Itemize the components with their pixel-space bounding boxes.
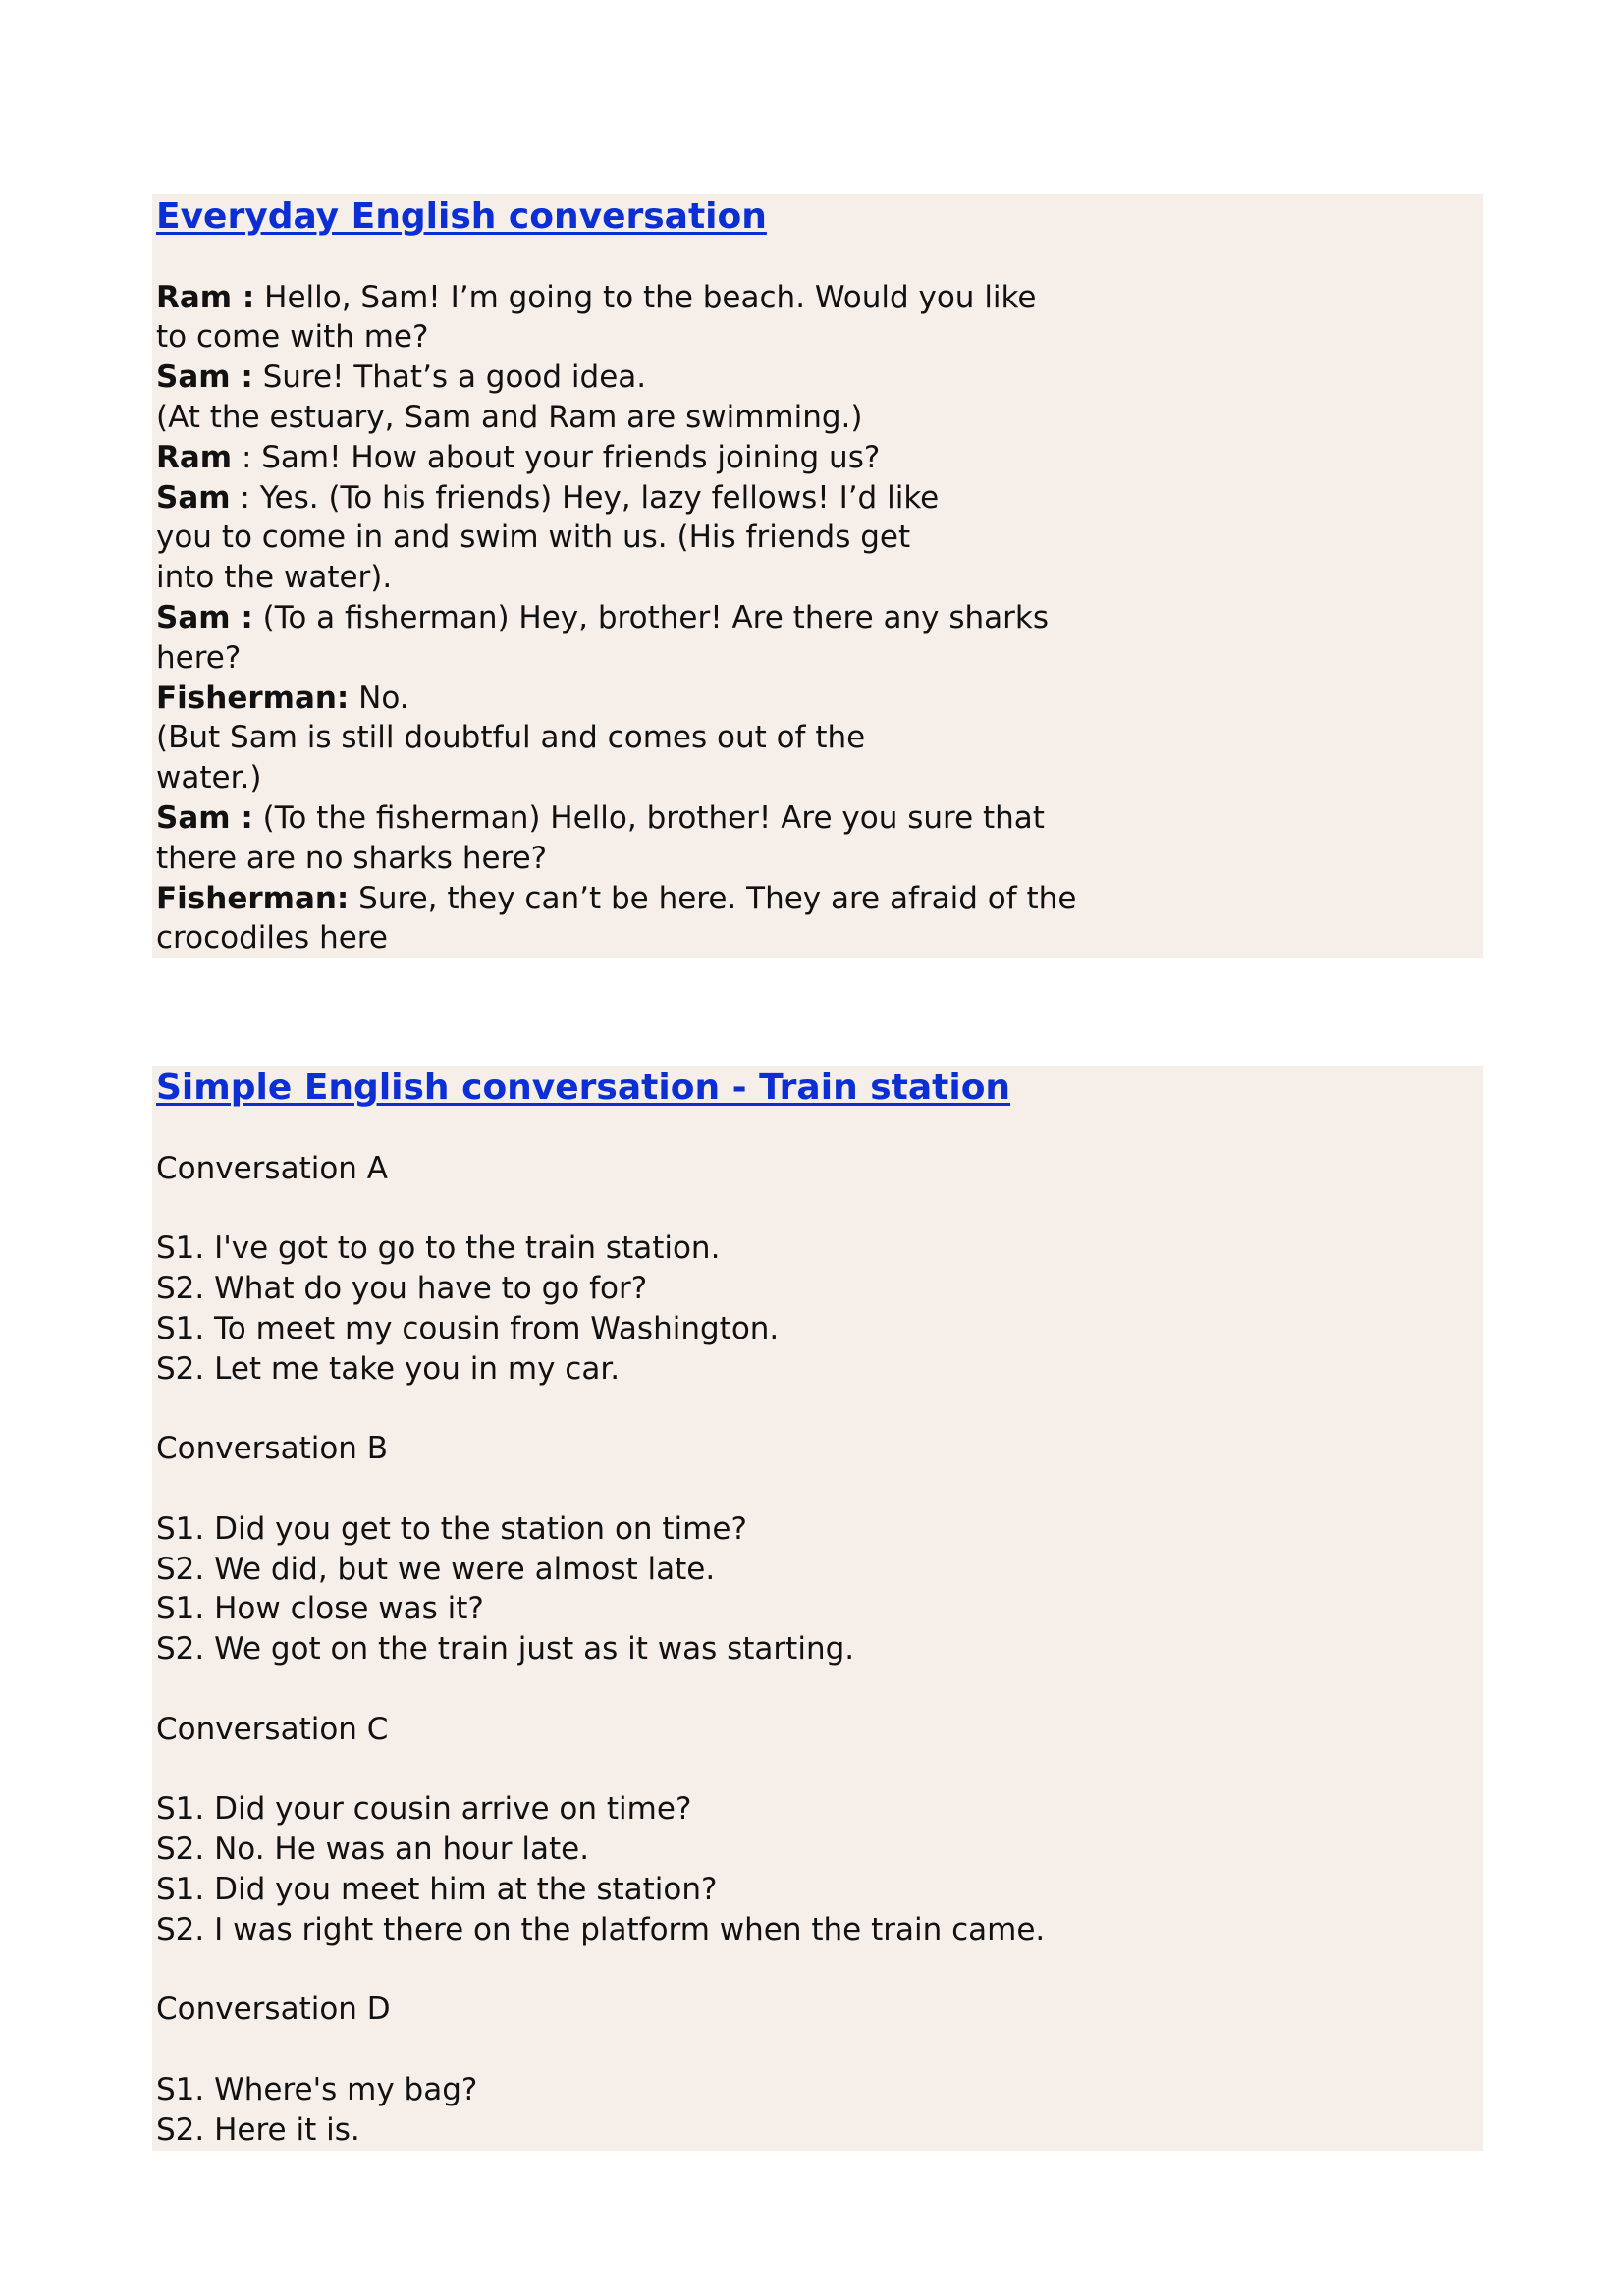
line-text: to come with me? [156,319,429,355]
dialogue-line [156,798,1483,839]
line-text: S1. How close was it? [156,1591,484,1627]
dialogue-line [156,357,1483,398]
line-text: : Yes. (To his friends) Hey, lazy fellows! I’d like [230,479,940,516]
blank-line [156,1389,1483,1429]
blank-line [156,2030,1483,2070]
line-text: Sure! That’s a good idea. [252,359,647,396]
section-train-station-conversation [152,1066,1483,2151]
line-text: Conversation C [156,1711,389,1747]
conversation-body [156,1109,1483,2151]
dialogue-line [156,918,1483,958]
line-text: S2. I was right there on the platform when the train came. [156,1911,1046,1947]
line-text: crocodiles here [156,920,388,957]
blank-line [156,1669,1483,1710]
dialogue-line [156,1710,1483,1750]
line-text: S2. Here it is. [156,2111,360,2148]
line-text: S1. Where's my bag? [156,2071,478,2107]
dialogue-line [156,1509,1483,1550]
dialogue-line [156,1349,1483,1390]
line-text: water.) [156,760,262,796]
dialogue-line [156,1269,1483,1309]
line-text: S2. What do you have to go for? [156,1270,648,1306]
dialogue-line [156,558,1483,598]
line-text: S2. Let me take you in my car. [156,1350,621,1387]
dialogue-line [156,839,1483,879]
line-text: S2. No. He was an hour late. [156,1831,590,1868]
line-text: Conversation D [156,1992,391,2028]
conversation-body [156,238,1483,958]
dialogue-line [156,679,1483,719]
dialogue-line [156,1870,1483,1910]
blank-line [156,1109,1483,1149]
dialogue-line [156,879,1483,919]
dialogue-line [156,1629,1483,1669]
line-text: here? [156,639,242,676]
dialogue-line [156,398,1483,438]
dialogue-line [156,1589,1483,1629]
line-text: Sure, they can’t be here. They are afraid of the [349,880,1077,916]
dialogue-line [156,1229,1483,1269]
section-everyday-conversation [152,194,1483,958]
speaker-label: Fisherman: [156,880,350,916]
dialogue-line [156,1990,1483,2030]
line-text: into the water). [156,560,393,596]
line-text: No. [349,680,409,716]
dialogue-line [156,1830,1483,1870]
dialogue-line [156,478,1483,519]
line-text: S1. Did you get to the station on time? [156,1510,747,1547]
speaker-label: Sam : [156,599,253,635]
dialogue-line [156,438,1483,478]
line-text: S1. Did you meet him at the station? [156,1871,718,1907]
speaker-label: Ram : [156,279,255,315]
dialogue-line [156,317,1483,357]
dialogue-line [156,2110,1483,2151]
line-text: (At the estuary, Sam and Ram are swimming.) [156,399,863,435]
dialogue-line [156,278,1483,318]
line-text: (To the fisherman) Hello, brother! Are you sure that [252,799,1045,836]
dialogue-line [156,638,1483,679]
dialogue-line [156,718,1483,758]
line-text: you to come in and swim with us. (His friends get [156,519,911,556]
dialogue-line [156,598,1483,638]
section-title-link[interactable]: Everyday English conversation [156,196,767,237]
line-text: Conversation A [156,1150,389,1186]
speaker-label: Ram [156,439,233,475]
dialogue-line [156,1429,1483,1469]
line-text: S2. We did, but we were almost late. [156,1551,716,1587]
line-text: Hello, Sam! I’m going to the beach. Would you like [254,279,1037,315]
dialogue-line [156,518,1483,558]
line-text: (But Sam is still doubtful and comes out of the [156,720,866,756]
line-text: S1. I've got to go to the train station. [156,1230,721,1267]
dialogue-line [156,1910,1483,1950]
dialogue-line [156,2070,1483,2110]
line-text: (To a fisherman) Hey, brother! Are there any sharks [252,599,1050,635]
dialogue-line [156,1149,1483,1189]
speaker-label: Sam [156,479,231,516]
dialogue-line [156,1550,1483,1590]
blank-line [156,1750,1483,1790]
blank-line [156,1950,1483,1991]
line-text: : Sam! How about your friends joining us? [232,439,881,475]
blank-line [156,1188,1483,1229]
line-text: S1. Did your cousin arrive on time? [156,1791,692,1828]
blank-line [156,1469,1483,1509]
line-text: S1. To meet my cousin from Washington. [156,1310,780,1346]
section-title-link[interactable]: Simple English conversation - Train station [156,1067,1011,1108]
line-text: S2. We got on the train just as it was starting. [156,1631,855,1667]
dialogue-line [156,758,1483,798]
speaker-label: Sam : [156,359,253,396]
blank-line [156,238,1483,278]
speaker-label: Fisherman: [156,680,350,716]
speaker-label: Sam : [156,799,253,836]
line-text: there are no sharks here? [156,840,548,876]
dialogue-line [156,1789,1483,1830]
dialogue-line [156,1309,1483,1349]
line-text: Conversation B [156,1431,389,1467]
